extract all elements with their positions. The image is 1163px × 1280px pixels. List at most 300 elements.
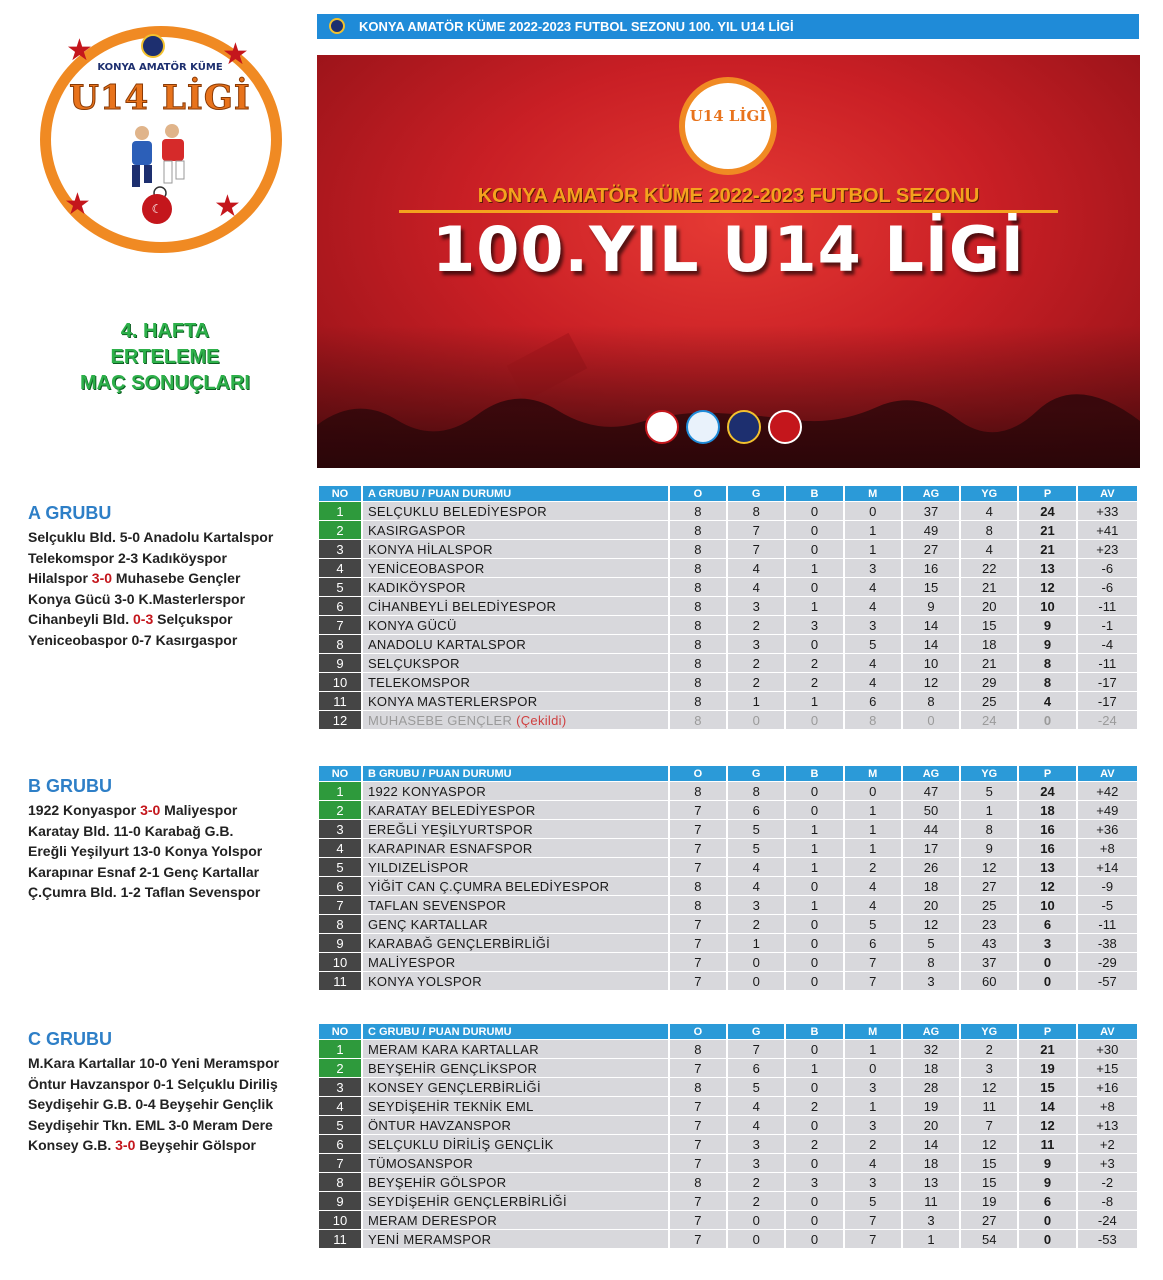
cell-goals-against xyxy=(961,1097,1017,1115)
cell-drawn xyxy=(786,896,842,914)
cell-team-name xyxy=(363,654,668,672)
cell-value: 14 xyxy=(923,1136,939,1152)
cell-value: 0 xyxy=(1043,712,1052,728)
cell-value: 4 xyxy=(985,503,993,519)
cell-lost xyxy=(845,1116,901,1134)
cell-goals-against xyxy=(961,801,1017,819)
cell-position xyxy=(319,953,361,971)
cell-value: 12 xyxy=(923,916,939,932)
cell-value: -57 xyxy=(1097,973,1117,989)
cell-value: 1 xyxy=(869,1041,877,1057)
cell-value: 2 xyxy=(810,1098,819,1114)
cell-goals-against xyxy=(961,711,1017,729)
cell-value: 6 xyxy=(336,598,344,614)
col-goal-diff: AV xyxy=(1078,766,1137,781)
cell-value: 4 xyxy=(869,598,877,614)
cell-value: 4 xyxy=(1043,693,1052,709)
cell-value: 14 xyxy=(923,617,939,633)
cell-drawn xyxy=(786,1135,842,1153)
cell-value: 1 xyxy=(810,840,819,856)
cell-points xyxy=(1019,820,1075,838)
cell-goals-for xyxy=(903,578,959,596)
cell-value: +33 xyxy=(1096,503,1119,519)
cell-value: 19 xyxy=(982,1193,997,1209)
cell-value: 6 xyxy=(869,935,877,951)
cell-lost xyxy=(845,820,901,838)
cell-value: 3 xyxy=(336,821,344,837)
cell-drawn xyxy=(786,877,842,895)
match-text: Muhasebe Gençler xyxy=(112,570,241,586)
col-goals-against: YG xyxy=(961,486,1017,501)
cell-points xyxy=(1019,782,1075,800)
tff-badge-icon: ☾ xyxy=(142,194,172,224)
table-row xyxy=(319,711,1137,729)
cell-goals-for xyxy=(903,654,959,672)
group-a-result-list xyxy=(28,527,318,650)
cell-value: 5 xyxy=(927,935,935,951)
cell-lost xyxy=(845,711,901,729)
cell-value: 7 xyxy=(336,1155,344,1171)
cell-lost xyxy=(845,782,901,800)
cell-value: 1 xyxy=(752,693,760,709)
cell-value: 4 xyxy=(869,579,877,595)
cell-lost xyxy=(845,953,901,971)
cell-goals-against xyxy=(961,972,1017,990)
cell-value: SELÇUKLU DİRİLİŞ GENÇLİK xyxy=(367,1136,554,1152)
col-no: NO xyxy=(319,486,361,501)
cell-value: SEYDİŞEHİR GENÇLERBİRLİĞİ xyxy=(367,1193,567,1209)
cell-drawn xyxy=(786,502,842,520)
cell-value: 8 xyxy=(927,954,935,970)
cell-value: 20 xyxy=(923,1117,939,1133)
cell-value: 15 xyxy=(982,1155,997,1171)
cell-value: 9 xyxy=(1043,617,1052,633)
cell-value: 54 xyxy=(982,1231,997,1247)
cell-value: 1 xyxy=(869,802,877,818)
group-c-results xyxy=(28,1029,318,1156)
cell-value: 1 xyxy=(336,783,344,799)
group-a-results xyxy=(28,503,318,650)
cell-drawn xyxy=(786,1230,842,1248)
cell-value: 14 xyxy=(923,636,939,652)
cell-drawn xyxy=(786,597,842,615)
federation-badge-icon xyxy=(141,34,165,58)
cell-value: -4 xyxy=(1101,636,1114,652)
cell-value: 2 xyxy=(752,1174,760,1190)
cell-lost xyxy=(845,877,901,895)
cell-position xyxy=(319,839,361,857)
cell-value: 24 xyxy=(1040,503,1055,519)
cell-position xyxy=(319,1116,361,1134)
cell-drawn xyxy=(786,1040,842,1058)
awarded-score: 3-0 xyxy=(140,802,161,818)
cell-team-name xyxy=(363,521,668,539)
cell-value: 0 xyxy=(810,916,819,932)
cell-won xyxy=(728,1116,784,1134)
cell-played xyxy=(670,782,726,800)
cell-played xyxy=(670,673,726,691)
cell-played xyxy=(670,896,726,914)
cell-value: 20 xyxy=(923,897,939,913)
cell-value: 7 xyxy=(869,954,877,970)
table-row xyxy=(319,1040,1137,1058)
cell-goal-diff xyxy=(1078,953,1137,971)
cell-drawn xyxy=(786,521,842,539)
cell-points xyxy=(1019,654,1075,672)
cell-value: 2 xyxy=(810,674,819,690)
cell-value: 12 xyxy=(923,674,939,690)
cell-drawn xyxy=(786,559,842,577)
cell-value: 8 xyxy=(694,674,702,690)
cell-drawn xyxy=(786,915,842,933)
cell-won xyxy=(728,915,784,933)
logo-title-text: U14 LİGİ xyxy=(69,78,251,118)
table-row xyxy=(319,1192,1137,1210)
cell-position xyxy=(319,540,361,558)
cell-won xyxy=(728,1211,784,1229)
table-row xyxy=(319,502,1137,520)
match-text: Beyşehir Gölspor xyxy=(135,1137,256,1153)
cell-value: 1 xyxy=(810,859,819,875)
cell-value: 3 xyxy=(869,1174,877,1190)
cell-value: 11 xyxy=(333,973,347,989)
cell-value: 3 xyxy=(1043,935,1052,951)
cell-goal-diff xyxy=(1078,972,1137,990)
cell-value: 4 xyxy=(752,579,760,595)
cell-drawn xyxy=(786,858,842,876)
cell-value: 3 xyxy=(752,636,760,652)
cell-value: 8 xyxy=(694,1041,702,1057)
cell-value: 0 xyxy=(1043,973,1052,989)
cell-value: -29 xyxy=(1097,954,1117,970)
cell-team-name xyxy=(363,820,668,838)
cell-value: 5 xyxy=(336,859,344,875)
cell-won xyxy=(728,616,784,634)
cell-goals-against xyxy=(961,673,1017,691)
cell-value: 8 xyxy=(694,560,702,576)
cell-won xyxy=(728,839,784,857)
cell-value: 7 xyxy=(694,802,702,818)
cell-lost xyxy=(845,1230,901,1248)
cell-value: -2 xyxy=(1101,1174,1114,1190)
cell-value: 6 xyxy=(752,802,760,818)
cell-goals-against xyxy=(961,616,1017,634)
cell-value: CİHANBEYLİ BELEDİYESPOR xyxy=(367,598,557,614)
cell-value: 2 xyxy=(752,1193,760,1209)
cell-value: 4 xyxy=(752,878,760,894)
cell-value: 3 xyxy=(869,560,877,576)
cell-value: 2 xyxy=(810,1136,819,1152)
match-result xyxy=(28,1135,318,1156)
cell-value: 11 xyxy=(1040,1136,1055,1152)
cell-team-name xyxy=(363,858,668,876)
cell-goals-for xyxy=(903,820,959,838)
star-icon: ★ xyxy=(214,189,241,224)
col-played: O xyxy=(670,486,726,501)
cell-goals-for xyxy=(903,521,959,539)
cell-value: +49 xyxy=(1096,802,1119,818)
cell-position xyxy=(319,521,361,539)
star-icon: ★ xyxy=(64,187,91,222)
cell-points xyxy=(1019,711,1075,729)
cell-value: YENİCEOBASPOR xyxy=(367,560,485,576)
match-result xyxy=(28,1074,318,1095)
cell-team-name xyxy=(363,1230,668,1248)
table-row xyxy=(319,692,1137,710)
cell-value: 0 xyxy=(810,522,819,538)
cell-won xyxy=(728,540,784,558)
group-b-standings xyxy=(317,765,1139,991)
cell-drawn xyxy=(786,1116,842,1134)
cell-team-name xyxy=(363,559,668,577)
cell-points xyxy=(1019,1230,1075,1248)
cell-lost xyxy=(845,521,901,539)
cell-goal-diff xyxy=(1078,1135,1137,1153)
cell-points xyxy=(1019,1135,1075,1153)
table-header-row xyxy=(319,766,1137,781)
cell-goals-against xyxy=(961,877,1017,895)
cell-value: 9 xyxy=(1043,1174,1052,1190)
cell-value: 7 xyxy=(694,840,702,856)
cell-value: 8 xyxy=(869,712,877,728)
table-row xyxy=(319,1097,1137,1115)
players-illustration-icon xyxy=(114,119,200,205)
cell-goals-for xyxy=(903,692,959,710)
match-result xyxy=(28,882,318,903)
group-c-title: C GRUBU xyxy=(28,1029,112,1049)
col-drawn: B xyxy=(786,766,842,781)
col-goals-against: YG xyxy=(961,766,1017,781)
cell-value: 6 xyxy=(752,1060,760,1076)
cell-value: 2 xyxy=(336,802,344,818)
cell-value: 0 xyxy=(810,973,819,989)
cell-points xyxy=(1019,877,1075,895)
cell-value: 18 xyxy=(923,878,939,894)
cell-value: 7 xyxy=(694,973,702,989)
group-a-title: A GRUBU xyxy=(28,503,112,523)
cell-value: 1 xyxy=(810,560,819,576)
cell-won xyxy=(728,1059,784,1077)
match-text: Seydişehir Tkn. EML 3-0 Meram Dere xyxy=(28,1116,273,1133)
cell-lost xyxy=(845,801,901,819)
cell-goal-diff xyxy=(1078,801,1137,819)
cell-value: +42 xyxy=(1096,783,1119,799)
cell-points xyxy=(1019,1154,1075,1172)
cell-value: +13 xyxy=(1096,1117,1119,1133)
cell-value: 3 xyxy=(336,1079,344,1095)
cell-drawn xyxy=(786,1192,842,1210)
match-result xyxy=(28,1115,318,1136)
cell-won xyxy=(728,1135,784,1153)
cell-value: 3 xyxy=(752,1155,760,1171)
cell-value: KARAPINAR ESNAFSPOR xyxy=(367,840,533,856)
cell-value: 1 xyxy=(869,1098,877,1114)
cell-value: -24 xyxy=(1097,712,1117,728)
cell-value: 5 xyxy=(752,840,760,856)
match-text: Selçukspor xyxy=(153,611,233,627)
cell-won xyxy=(728,820,784,838)
cell-value: 13 xyxy=(1040,859,1055,875)
logo-org-text: KONYA AMATÖR KÜME xyxy=(97,62,223,73)
cell-value: -38 xyxy=(1097,935,1117,951)
cell-value: 27 xyxy=(923,541,939,557)
cell-lost xyxy=(845,1078,901,1096)
cell-value: 10 xyxy=(923,655,939,671)
cell-points xyxy=(1019,1116,1075,1134)
cell-value: TELEKOMSPOR xyxy=(367,674,471,690)
cell-value: 43 xyxy=(982,935,997,951)
table-row xyxy=(319,953,1137,971)
cell-value: 0 xyxy=(869,503,877,519)
cell-value: 0 xyxy=(752,954,760,970)
cell-value: 0 xyxy=(810,1079,819,1095)
cell-played xyxy=(670,654,726,672)
cell-value: +41 xyxy=(1096,522,1119,538)
cell-value: 27 xyxy=(982,1212,997,1228)
table-row xyxy=(319,559,1137,577)
cell-goal-diff xyxy=(1078,1078,1137,1096)
table-row xyxy=(319,972,1137,990)
cell-value: 7 xyxy=(869,1212,877,1228)
cell-lost xyxy=(845,597,901,615)
cell-points xyxy=(1019,934,1075,952)
col-goals-for: AG xyxy=(903,1024,959,1039)
cell-team-name xyxy=(363,673,668,691)
cell-team-name xyxy=(363,578,668,596)
cell-value: 1 xyxy=(869,522,877,538)
cell-value: 26 xyxy=(923,859,939,875)
cell-drawn xyxy=(786,654,842,672)
cell-played xyxy=(670,953,726,971)
cell-points xyxy=(1019,839,1075,857)
cell-value: 5 xyxy=(336,1117,344,1133)
cell-goal-diff xyxy=(1078,820,1137,838)
cell-goal-diff xyxy=(1078,782,1137,800)
cell-lost xyxy=(845,654,901,672)
cell-value: 11 xyxy=(333,1231,347,1247)
cell-value: KONSEY GENÇLERBİRLİĞİ xyxy=(367,1079,541,1095)
match-result xyxy=(28,1053,318,1074)
cell-position xyxy=(319,692,361,710)
cell-lost xyxy=(845,673,901,691)
cell-value: 8 xyxy=(752,783,760,799)
cell-value: 10 xyxy=(332,1212,348,1228)
cell-value: 1 xyxy=(927,1231,935,1247)
cell-lost xyxy=(845,578,901,596)
cell-value: 7 xyxy=(336,897,344,913)
cell-value: 20 xyxy=(982,598,997,614)
week-title xyxy=(20,318,310,396)
cell-drawn xyxy=(786,801,842,819)
cell-value: +3 xyxy=(1099,1155,1115,1171)
cell-value: +15 xyxy=(1096,1060,1119,1076)
cell-points xyxy=(1019,502,1075,520)
cell-value: 1 xyxy=(985,802,993,818)
cell-goal-diff xyxy=(1078,559,1137,577)
cell-won xyxy=(728,692,784,710)
cell-value: 8 xyxy=(694,878,702,894)
col-goals-for: AG xyxy=(903,766,959,781)
cell-value: 11 xyxy=(982,1098,996,1114)
cell-value: 19 xyxy=(923,1098,939,1114)
cell-value: 1 xyxy=(752,935,760,951)
cell-played xyxy=(670,559,726,577)
cell-played xyxy=(670,616,726,634)
cell-goals-against xyxy=(961,820,1017,838)
cell-value: 0 xyxy=(1043,954,1052,970)
ministry-badge-icon xyxy=(645,410,679,444)
cell-value: 0 xyxy=(810,636,819,652)
tff-badge-icon xyxy=(768,410,802,444)
cell-drawn xyxy=(786,692,842,710)
cell-goal-diff xyxy=(1078,502,1137,520)
cell-goals-for xyxy=(903,782,959,800)
cell-value: 50 xyxy=(923,802,939,818)
cell-value: 8 xyxy=(694,522,702,538)
cell-drawn xyxy=(786,616,842,634)
cell-value: 2 xyxy=(752,916,760,932)
cell-points xyxy=(1019,540,1075,558)
cell-value: 2 xyxy=(869,1136,877,1152)
cell-goals-for xyxy=(903,673,959,691)
cell-value: 2 xyxy=(336,522,344,538)
league-badge-icon xyxy=(329,18,345,34)
cell-goals-against xyxy=(961,896,1017,914)
cell-value: +14 xyxy=(1096,859,1119,875)
cell-value: 8 xyxy=(694,503,702,519)
cell-value: +36 xyxy=(1096,821,1119,837)
match-text: Yeniceobaspor 0-7 Kasırgaspor xyxy=(28,631,238,648)
cell-value: 8 xyxy=(694,1174,702,1190)
cell-value: 3 xyxy=(927,1212,935,1228)
cell-value: 12 xyxy=(982,1136,997,1152)
askf-badge-icon xyxy=(727,410,761,444)
col-played: O xyxy=(670,1024,726,1039)
cell-drawn xyxy=(786,540,842,558)
cell-position xyxy=(319,1211,361,1229)
cell-goals-against xyxy=(961,858,1017,876)
cell-team-name xyxy=(363,1040,668,1058)
col-lost: M xyxy=(845,486,901,501)
table-row xyxy=(319,896,1137,914)
cell-lost xyxy=(845,1097,901,1115)
cell-position xyxy=(319,915,361,933)
season-header-bar xyxy=(317,14,1139,39)
cell-value: 16 xyxy=(1040,821,1055,837)
season-header-text: KONYA AMATÖR KÜME 2022-2023 FUTBOL SEZONU 100. YIL U14 LİGİ xyxy=(359,19,794,34)
cell-value: 44 xyxy=(923,821,939,837)
cell-goal-diff xyxy=(1078,1097,1137,1115)
col-points: P xyxy=(1019,1024,1075,1039)
cell-value: 0 xyxy=(810,541,819,557)
cell-goals-against xyxy=(961,578,1017,596)
withdrawn-note: (Çekildi) xyxy=(516,712,567,728)
cell-points xyxy=(1019,692,1075,710)
cell-value: 12 xyxy=(982,859,997,875)
cell-position xyxy=(319,1135,361,1153)
cell-value: 9 xyxy=(336,935,344,951)
cell-value: -17 xyxy=(1097,674,1117,690)
cell-team-name xyxy=(363,877,668,895)
cell-value: 3 xyxy=(752,598,760,614)
cell-value: 0 xyxy=(752,1212,760,1228)
cell-value: 4 xyxy=(869,1155,877,1171)
cell-value: -6 xyxy=(1101,560,1114,576)
cell-won xyxy=(728,972,784,990)
cell-lost xyxy=(845,1192,901,1210)
cell-value: 7 xyxy=(694,935,702,951)
cell-team-name xyxy=(363,692,668,710)
